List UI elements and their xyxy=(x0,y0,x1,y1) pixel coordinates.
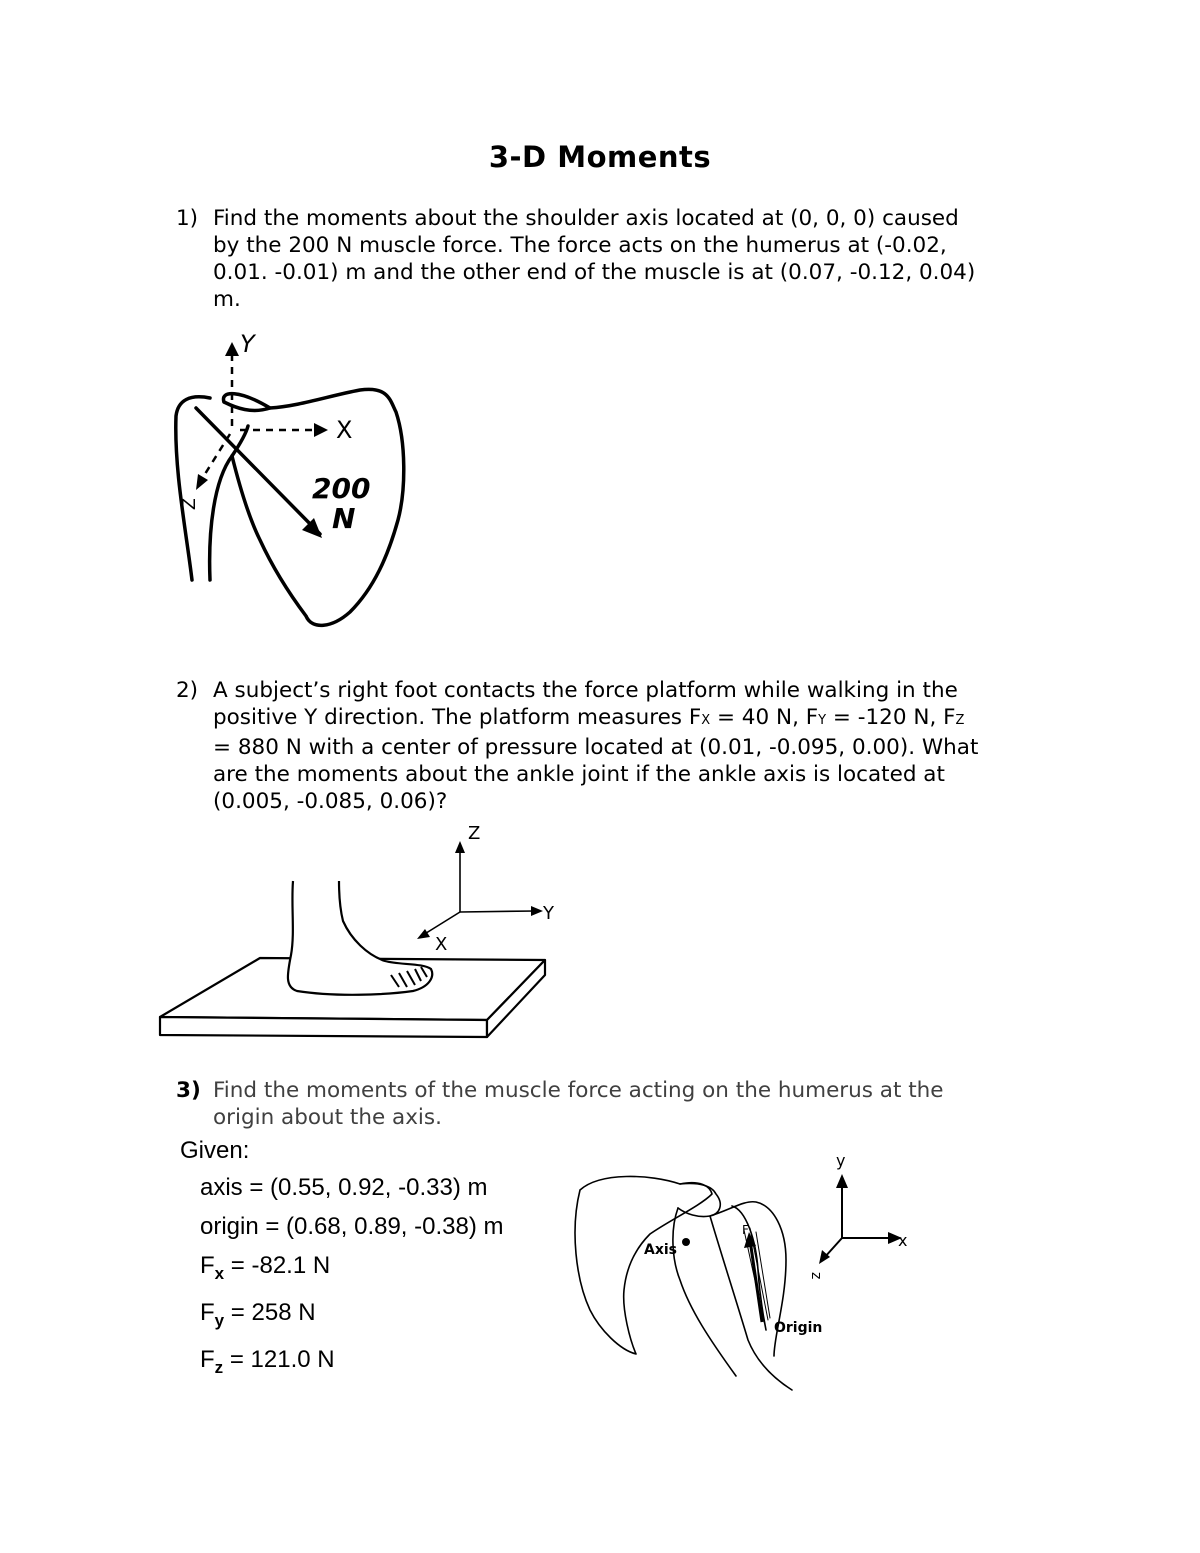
x-axis-arrowhead xyxy=(314,423,328,437)
question-1-line-1: Find the moments about the shoulder axis located at (0, 0, 0) caused xyxy=(213,206,959,231)
given-axis: axis = (0.55, 0.92, -0.33) m xyxy=(200,1174,488,1201)
z-axis-dashed xyxy=(200,434,230,482)
platform-front xyxy=(160,1017,487,1037)
x-axis-label: x xyxy=(898,1231,908,1250)
x-axis-line xyxy=(423,912,460,935)
question-3-line-2: origin about the axis. xyxy=(213,1105,442,1130)
question-number: 1) xyxy=(176,206,199,231)
question-1-line-2: by the 200 N muscle force. The force acts on the humerus at (-0.02, xyxy=(213,233,947,258)
humerus-inner xyxy=(673,1208,736,1376)
shoulder-anatomy-figure xyxy=(560,1150,930,1390)
scapula-outline xyxy=(223,389,403,625)
z-axis-arrowhead xyxy=(455,841,465,853)
given-fx: $F_x = -82.1$ N xyxy=(200,1252,331,1283)
axis-point xyxy=(682,1238,690,1246)
x-axis-label: X xyxy=(336,416,353,444)
z-axis-label: Z xyxy=(468,823,481,844)
axis-label: Axis xyxy=(644,1242,677,1258)
question-2-line-4: are the moments about the ankle joint if the ankle axis is located at xyxy=(213,762,945,787)
z-axis-label: z xyxy=(808,1272,824,1280)
question-1-line-3: 0.01. -0.01) m and the other end of the muscle is at (0.07, -0.12, 0.04) xyxy=(213,260,976,285)
given-origin: origin = (0.68, 0.89, -0.38) m xyxy=(200,1213,504,1240)
force-value-label: 200 xyxy=(312,472,371,505)
question-3-line-1: Find the moments of the muscle force acting on the humerus at the xyxy=(213,1078,944,1103)
question-1-line-4: m. xyxy=(213,287,241,312)
y-axis-label: Y xyxy=(543,903,554,924)
given-heading: Given: xyxy=(180,1137,250,1164)
z-axis-label: Z xyxy=(177,498,198,511)
x-axis-arrowhead xyxy=(417,929,430,939)
given-fy: $F_y = 258$ N xyxy=(200,1299,316,1330)
force-unit-label: N xyxy=(332,502,356,535)
question-2-line-5: (0.005, -0.085, 0.06)? xyxy=(213,789,448,814)
humerus-outline xyxy=(176,397,210,580)
page-title: 3-D Moments xyxy=(488,140,712,174)
given-fz: $F_z = 121.0$ N xyxy=(200,1346,335,1377)
x-axis-label: X xyxy=(435,934,448,955)
force-platform-figure xyxy=(155,815,575,1045)
y-axis-arrowhead xyxy=(836,1174,848,1188)
scapula-outline xyxy=(575,1176,712,1354)
given-values xyxy=(180,1136,504,1387)
y-axis-label: Y xyxy=(240,330,255,358)
f-label: F xyxy=(742,1223,749,1237)
question-2-line-1: A subject’s right foot contacts the force platform while walking in the xyxy=(213,678,958,703)
y-axis-line xyxy=(460,911,535,912)
origin-label: Origin xyxy=(774,1320,823,1336)
question-number: 3) xyxy=(176,1078,201,1103)
question-2-line-3: = 880 N with a center of pressure located at (0.01, -0.095, 0.00). What xyxy=(213,735,979,760)
z-axis-arrowhead xyxy=(196,474,208,490)
acromion xyxy=(678,1183,720,1216)
y-axis-arrowhead xyxy=(225,342,239,356)
force-vector-line xyxy=(196,408,320,534)
humerus-inner-edge xyxy=(210,426,248,580)
shoulder-sketch-figure xyxy=(160,330,420,630)
y-axis-arrowhead xyxy=(531,906,543,916)
y-axis-label: y xyxy=(836,1151,846,1170)
question-2-line-2: positive Y direction. The platform measures FX = 40 N, FY = -120 N, FZ xyxy=(213,705,965,730)
question-number: 2) xyxy=(176,678,199,703)
